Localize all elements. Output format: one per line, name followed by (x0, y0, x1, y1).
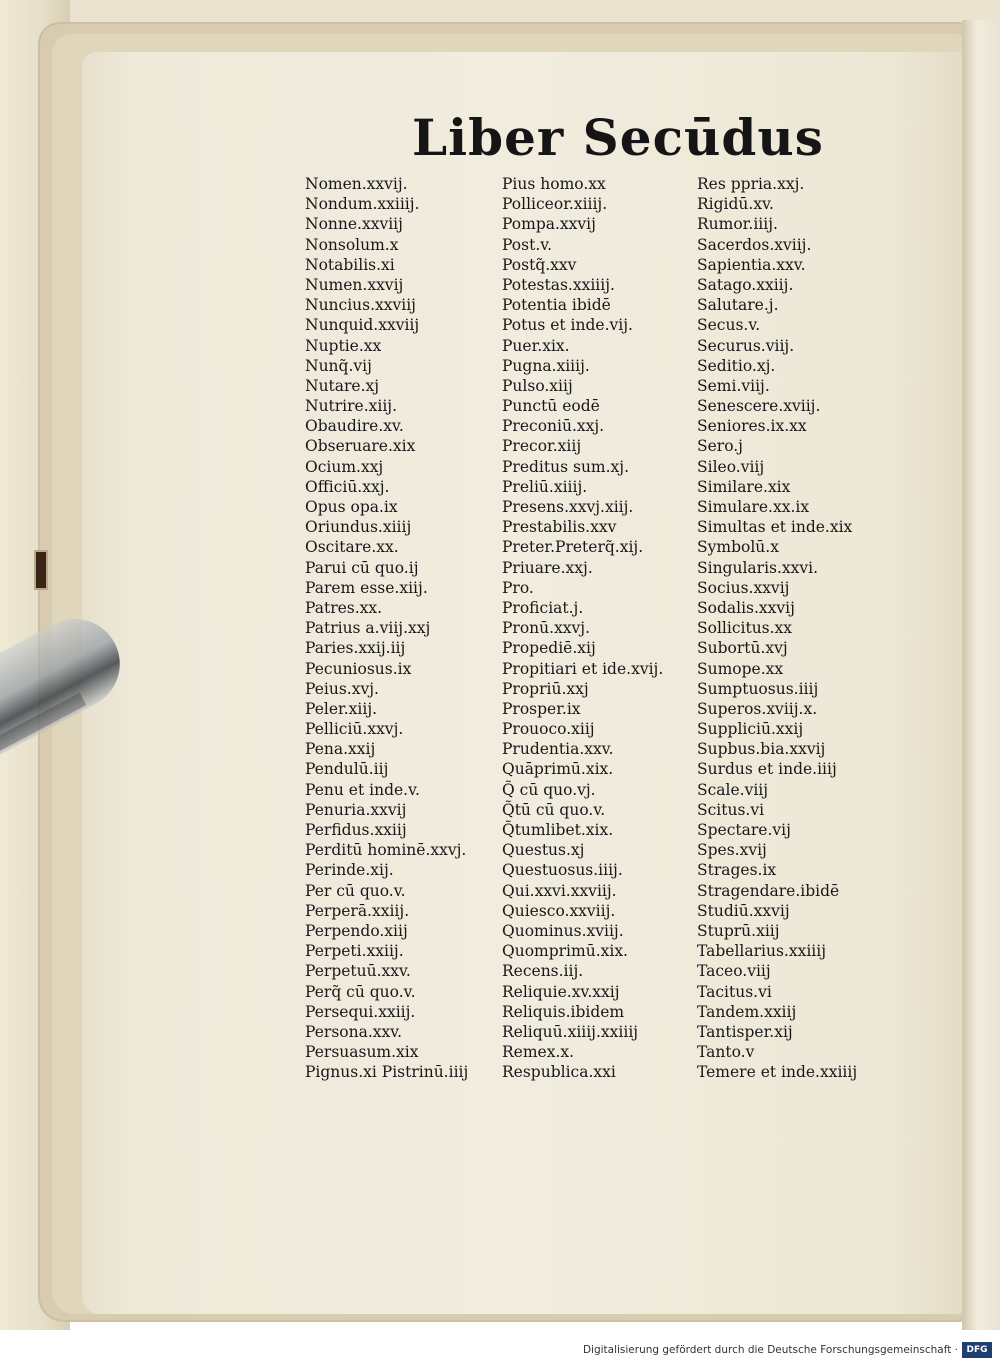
index-entry: Sacerdos.xviij. (697, 235, 812, 254)
index-entry: Paries.xxij.iij (305, 639, 406, 658)
index-entry: Prosper.ix (502, 699, 581, 718)
index-entry: Tanto.v (697, 1043, 755, 1062)
index-entry: Spectare.vij (697, 821, 791, 839)
index-entry: Questuosus.iiij. (502, 861, 623, 880)
index-entry: Polliceor.xiiij. (502, 195, 608, 214)
index-entry: Notabilis.xi (305, 255, 395, 274)
index-entry: Pulso.xiij (502, 376, 573, 395)
index-entry: Spes.xvij (697, 841, 767, 860)
index-entry: Preter.Preterq̃.xij. (502, 538, 644, 557)
index-entry: Sapientia.xxv. (697, 255, 806, 274)
index-entry: Qui.xxvi.xxviij. (502, 881, 617, 900)
index-entry: Taceo.viij (697, 962, 771, 981)
index-entry: Proficiat.j. (502, 598, 584, 617)
index-entry: Pelliciū.xxvj. (305, 720, 404, 739)
index-entry: Ocium.xxj (305, 457, 384, 476)
index-entry: Post.v. (502, 235, 553, 254)
index-entry: Persona.xxv. (305, 1022, 403, 1041)
index-entry: Nomen.xxvij. (305, 175, 408, 193)
index-entry: Tantisper.xij (697, 1022, 793, 1041)
index-entry: Presens.xxvj.xiij. (502, 498, 634, 516)
index-entry: Satago.xxiij. (697, 275, 794, 294)
index-column-1 (305, 174, 468, 1082)
index-entry: Quominus.xviij. (502, 921, 624, 940)
index-entry: Persuasum.xix (305, 1043, 419, 1062)
index-entry: Opus opa.ix (305, 498, 398, 516)
index-entry: Sollicitus.xx (697, 619, 793, 638)
index-entry: Numen.xxvij (305, 275, 404, 294)
index-entry: Sodalis.xxvij (697, 598, 795, 617)
index-entry: Securus.viij. (697, 336, 795, 355)
index-entry: Preditus sum.xj. (502, 457, 630, 476)
index-entry: Officiū.xxj. (305, 477, 390, 496)
index-entry: Preconiū.xxj. (502, 417, 605, 436)
index-entry: Remex.x. (502, 1043, 575, 1062)
index-entry: Tabellarius.xxiiij (697, 942, 827, 961)
index-entry: Priuare.xxj. (502, 558, 593, 577)
index-entry: Scale.viij (697, 780, 769, 799)
index-entry: Q̃tumlibet.xix. (502, 821, 614, 839)
index-entry: Patrius a.viij.xxj (305, 619, 431, 638)
index-entry: Reliquie.xv.xxij (502, 982, 620, 1001)
index-entry: Symbolū.x (697, 538, 779, 557)
index-entry: Sileo.viij (697, 457, 765, 476)
index-entry: Quāprimū.xix. (502, 760, 614, 779)
index-entry: Rumor.iiij. (697, 215, 778, 234)
index-entry: Perfidus.xxiij (305, 821, 407, 839)
index-entry: Perpeti.xxiij. (305, 942, 404, 961)
index-entry: Propriū.xxj (502, 679, 589, 698)
index-entry: Prudentia.xxv. (502, 740, 614, 759)
index-entry: Quiesco.xxviij. (502, 901, 616, 920)
index-entry: Parui cū quo.ij (305, 558, 419, 577)
index-entry: Studiū.xxvij (697, 901, 790, 920)
index-entry: Questus.xj (502, 841, 585, 860)
index-entry: Supbus.bia.xxvij (697, 740, 826, 759)
index-entry: Sumptuosus.iiij (697, 679, 819, 698)
index-entry: Prestabilis.xxv (502, 518, 617, 537)
index-entry: Perditū hominē.xxvj. (305, 841, 467, 860)
index-entry: Parem esse.xiij. (305, 578, 428, 597)
index-entry: Seniores.ix.xx (697, 417, 807, 436)
index-entry: Puer.xix. (502, 336, 570, 355)
index-entry: Nunquid.xxviij (305, 316, 420, 335)
index-entry: Rigidū.xv. (697, 195, 774, 214)
index-entry: Surdus et inde.iiij (697, 760, 837, 779)
index-entry: Stuprū.xiij (697, 921, 780, 940)
index-entry: Potentia ibidē (502, 296, 611, 315)
index-entry: Penu et inde.v. (305, 780, 420, 799)
index-entry: Pignus.xi Pistrinū.iiij (305, 1063, 469, 1082)
index-entry: Sero.j (697, 437, 743, 456)
dfg-logo: DFG (962, 1342, 992, 1358)
index-entry: Oriundus.xiiij (305, 518, 412, 537)
binding-gutter (962, 20, 1000, 1330)
index-entry: Senescere.xviij. (697, 397, 821, 416)
index-entry: Postq̃.xxv (502, 255, 577, 274)
page-title: Liber Secūdus (412, 108, 824, 167)
index-entry: Nonne.xxviij (305, 215, 403, 234)
index-entry: Socius.xxvij (697, 578, 790, 597)
index-entry: Nuptie.xx (305, 336, 382, 355)
index-entry: Simulare.xx.ix (697, 498, 810, 516)
index-entry: Prouoco.xiij (502, 720, 595, 739)
index-entry: Seditio.xj. (697, 356, 776, 375)
index-entry: Secus.v. (697, 316, 761, 335)
index-entry: Subortū.xvj (697, 639, 788, 658)
index-entry: Patres.xx. (305, 598, 383, 617)
index-entry: Perpetuū.xxv. (305, 962, 411, 981)
index-entry: Quomprimū.xix. (502, 942, 628, 961)
index-entry: Respublica.xxi (502, 1063, 616, 1082)
index-entry: Nonsolum.x (305, 235, 399, 254)
index-entry: Reliquis.ibidem (502, 1002, 625, 1021)
index-entry: Pronū.xxvj. (502, 619, 591, 638)
index-entry: Oscitare.xx. (305, 538, 399, 557)
index-entry: Peius.xvj. (305, 679, 379, 698)
index-entry: Nutare.xj (305, 376, 380, 395)
index-entry: Nuncius.xxviij (305, 296, 416, 315)
index-entry: Potestas.xxiiij. (502, 275, 615, 294)
index-entry: Semi.viij. (697, 376, 770, 395)
index-entry: Potus et inde.vij. (502, 316, 633, 335)
index-entry: Pugna.xiiij. (502, 356, 590, 375)
index-entry: Strages.ix (697, 861, 777, 880)
funding-credit: Digitalisierung gefördert durch die Deutsche Forschungsgemeinschaft · (582, 1344, 958, 1356)
index-entry: Propitiari et ide.xvij. (502, 659, 664, 678)
index-entry: Pius homo.xx (502, 175, 606, 193)
index-entry: Sumope.xx (697, 659, 784, 678)
index-entry: Perperā.xxiij. (305, 901, 410, 920)
index-entry: Recens.iij. (502, 962, 584, 981)
index-entry: Preliū.xiiij. (502, 477, 588, 496)
index-entry: Pena.xxij (305, 740, 376, 759)
index-entry: Scitus.vi (697, 800, 765, 819)
index-entry: Singularis.xxvi. (697, 558, 819, 577)
index-entry: Peler.xiij. (305, 699, 378, 718)
index-entry: Superos.xviij.x. (697, 699, 818, 718)
index-column-3 (697, 174, 857, 1082)
index-entry: Propediē.xij (502, 639, 596, 658)
index-entry: Perq̃ cū quo.v. (305, 982, 416, 1001)
index-entry: Perinde.xij. (305, 861, 394, 880)
index-entry: Suppliciū.xxij (697, 720, 804, 739)
index-entry: Pro. (502, 578, 534, 597)
index-entry: Tacitus.vi (697, 982, 772, 1001)
index-entry: Perpendo.xiij (305, 921, 408, 940)
index-entry: Q̃tū cū quo.v. (502, 800, 606, 819)
index-entry: Stragendare.ibidē (697, 881, 840, 900)
index-entry: Similare.xix (697, 477, 791, 496)
index-entry: Temere et inde.xxiiij (697, 1063, 858, 1082)
index-entry: Q̃ cū quo.vj. (502, 780, 596, 799)
index-entry: Persequi.xxiij. (305, 1002, 416, 1021)
index-entry: Penuria.xxvij (305, 800, 407, 819)
index-entry: Pecuniosus.ix (305, 659, 412, 678)
index-entry: Per cū quo.v. (305, 881, 406, 900)
index-entry: Nondum.xxiiij. (305, 195, 420, 214)
index-entry: Salutare.j. (697, 296, 779, 315)
index-entry: Punctū eodē (502, 397, 600, 416)
index-entry: Obseruare.xix (305, 437, 416, 456)
index-entry: Pendulū.iij (305, 760, 389, 779)
index-entry: Simultas et inde.xix (697, 518, 853, 537)
index-entry: Res ppria.xxj. (697, 175, 805, 193)
index-entry: Nutrire.xiij. (305, 397, 398, 416)
index-entry: Precor.xiij (502, 437, 582, 456)
index-entry: Obaudire.xv. (305, 417, 404, 436)
index-entry: Tandem.xxiij (697, 1002, 797, 1021)
index-entry: Pompa.xxvij (502, 215, 596, 234)
index-entry: Reliquū.xiiij.xxiiij (502, 1022, 639, 1041)
index-entry: Nunq̃.vij (305, 356, 372, 375)
bookmark-ribbon (34, 550, 48, 590)
index-column-2 (502, 174, 663, 1082)
